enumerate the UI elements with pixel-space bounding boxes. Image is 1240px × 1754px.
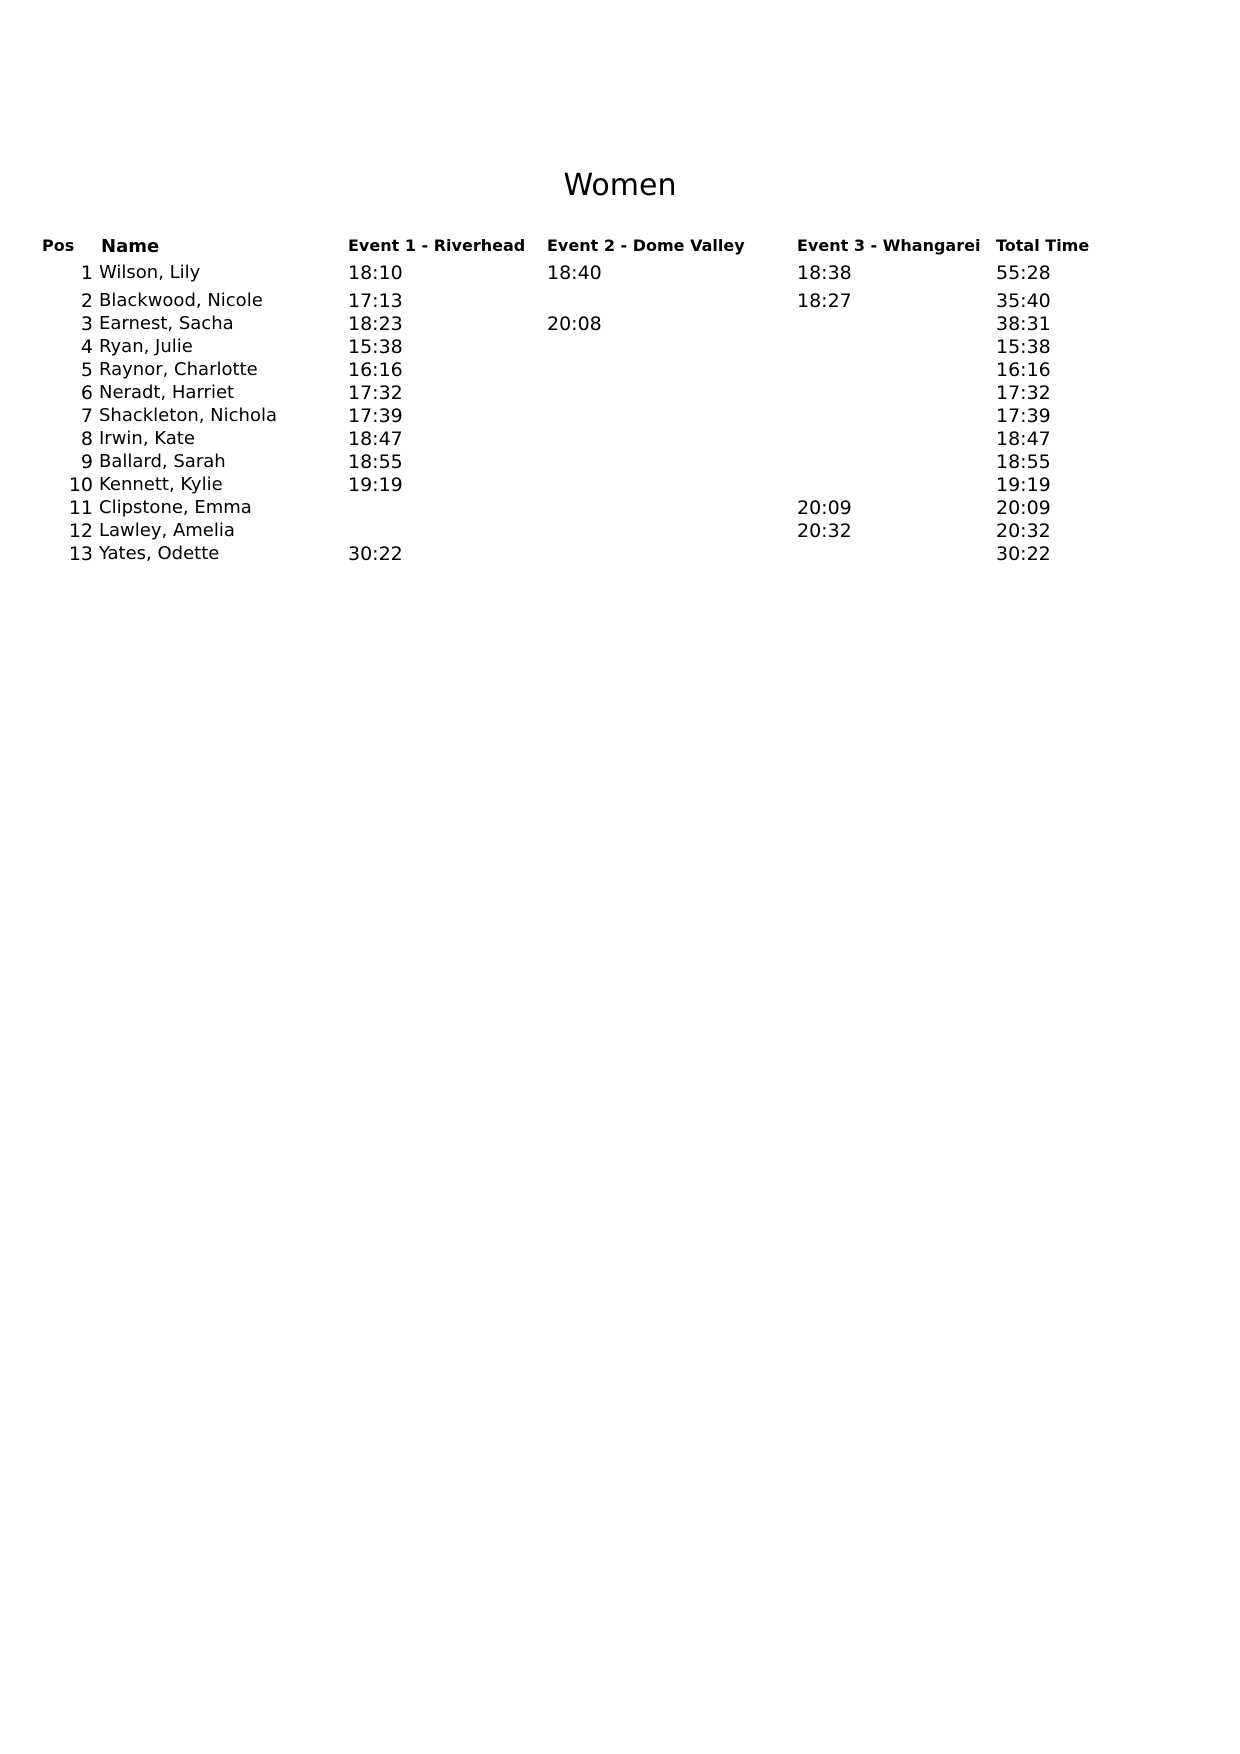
table-row — [0, 519, 1240, 543]
row-total-time: 20:09 — [996, 497, 1051, 519]
table-row — [0, 473, 1240, 497]
table-row — [0, 404, 1240, 428]
row-total-time: 35:40 — [996, 290, 1051, 312]
row-name: Earnest, Sacha — [99, 313, 234, 334]
row-pos: 5 — [80, 359, 93, 381]
row-name: Clipstone, Emma — [99, 497, 252, 518]
row-event-1-time: 18:55 — [348, 451, 403, 473]
row-total-time: 16:16 — [996, 359, 1051, 381]
table-row — [0, 335, 1240, 359]
row-name: Shackleton, Nichola — [99, 405, 277, 426]
row-total-time: 38:31 — [996, 313, 1051, 335]
row-name: Raynor, Charlotte — [99, 359, 258, 380]
row-pos: 4 — [80, 336, 93, 358]
row-name: Kennett, Kylie — [99, 474, 223, 495]
row-event-1-time: 18:23 — [348, 313, 403, 335]
row-pos: 12 — [68, 520, 93, 542]
row-event-1-time: 15:38 — [348, 336, 403, 358]
row-name: Wilson, Lily — [99, 262, 201, 283]
row-event-1-time: 17:39 — [348, 405, 403, 427]
row-pos: 3 — [80, 313, 93, 335]
row-event-3-time: 20:32 — [797, 520, 852, 542]
row-event-3-time: 18:38 — [797, 262, 852, 284]
header-event-2: Event 2 - Dome Valley — [547, 236, 745, 255]
header-pos: Pos — [42, 236, 75, 255]
row-pos: 6 — [80, 382, 93, 404]
row-pos: 9 — [80, 451, 93, 473]
row-total-time: 20:32 — [996, 520, 1051, 542]
row-pos: 13 — [68, 543, 93, 565]
row-event-1-time: 30:22 — [348, 543, 403, 565]
row-name: Ballard, Sarah — [99, 451, 226, 472]
row-event-1-time: 19:19 — [348, 474, 403, 496]
row-pos: 7 — [80, 405, 93, 427]
row-pos: 1 — [80, 262, 93, 284]
row-name: Neradt, Harriet — [99, 382, 235, 403]
row-total-time: 55:28 — [996, 262, 1051, 284]
row-pos: 10 — [68, 474, 93, 496]
row-total-time: 30:22 — [996, 543, 1051, 565]
table-row — [0, 312, 1240, 336]
table-row — [0, 289, 1240, 313]
row-name: Blackwood, Nicole — [99, 290, 263, 311]
row-total-time: 19:19 — [996, 474, 1051, 496]
table-row — [0, 261, 1240, 285]
table-row — [0, 542, 1240, 566]
table-row — [0, 358, 1240, 382]
row-pos: 2 — [80, 290, 93, 312]
row-event-3-time: 18:27 — [797, 290, 852, 312]
row-total-time: 18:47 — [996, 428, 1051, 450]
table-row — [0, 450, 1240, 474]
header-event-3: Event 3 - Whangarei — [797, 236, 981, 255]
header-name: Name — [101, 236, 160, 257]
row-event-2-time: 20:08 — [547, 313, 602, 335]
page-title: Women — [563, 168, 677, 203]
row-event-3-time: 20:09 — [797, 497, 852, 519]
table-row — [0, 427, 1240, 451]
row-pos: 8 — [80, 428, 93, 450]
row-name: Irwin, Kate — [99, 428, 195, 449]
row-event-1-time: 16:16 — [348, 359, 403, 381]
row-event-1-time: 17:13 — [348, 290, 403, 312]
row-event-1-time: 18:47 — [348, 428, 403, 450]
row-event-1-time: 18:10 — [348, 262, 403, 284]
header-event-1: Event 1 - Riverhead — [348, 236, 526, 255]
row-total-time: 17:39 — [996, 405, 1051, 427]
header-total-time: Total Time — [996, 236, 1090, 255]
row-total-time: 15:38 — [996, 336, 1051, 358]
row-total-time: 17:32 — [996, 382, 1051, 404]
row-name: Yates, Odette — [99, 543, 220, 564]
row-name: Ryan, Julie — [99, 336, 193, 357]
table-row — [0, 496, 1240, 520]
row-total-time: 18:55 — [996, 451, 1051, 473]
row-pos: 11 — [68, 497, 93, 519]
row-name: Lawley, Amelia — [99, 520, 235, 541]
row-event-1-time: 17:32 — [348, 382, 403, 404]
table-row — [0, 381, 1240, 405]
row-event-2-time: 18:40 — [547, 262, 602, 284]
